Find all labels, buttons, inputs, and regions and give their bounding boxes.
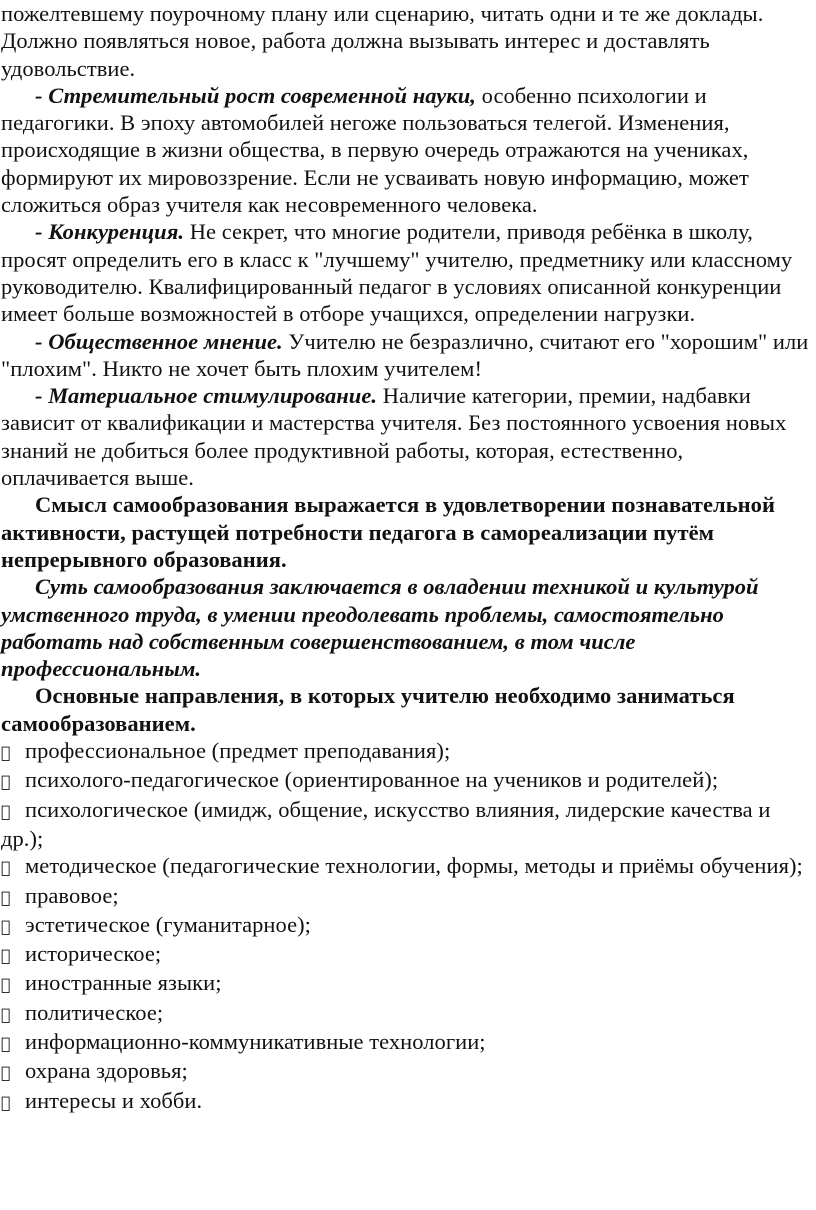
bullet-icon [1,854,25,881]
competition-dash: - [35,219,49,245]
competition-heading: Конкуренция. [48,219,185,245]
directions-heading: Основные направления, в которых учителю необходимо заниматься самообразованием. [1,683,735,736]
science-paragraph [1,82,814,218]
bullet-icon [1,739,25,766]
list-item-text: психолого-педагогическое (ориентированное на учеников и родителей); [25,765,719,791]
bullet-icon [1,971,25,998]
bullet-icon [1,1089,25,1116]
list-item [1,874,814,911]
bullet-icon [1,768,25,795]
list-item-text: информационно-коммуникативные технологии; [25,1010,486,1036]
science-text: особенно психологии и педагогики. В эпоху автомобилей негоже пользоваться телегой. Изменения, происходящие в жизни общества, в первую очередь отражаются на учениках, формируют их мировоззрение. Если не усваивать новую информацию, может сложиться образ учителя как несовременного человека. [1,82,749,218]
opinion-heading: Общественное мнение. [48,328,283,354]
list-item-text: профессиональное (предмет преподавания); [25,738,451,764]
list-item-text: иностранные языки; [25,956,222,982]
list-item [1,1010,814,1057]
list-item [1,929,814,969]
essence-paragraph: Суть самообразования заключается в овладении техникой и культурой умственного труда, в умении преодолевать проблемы, самостоятельно работать над собственным совершенствованием, в том числе профессиональным. [1,574,759,682]
material-text: Наличие категории, премии, надбавки зависит от квалификации и мастерства учителя. Без постоянного усвоения новых знаний не добиться более продуктивной работы, которая, естественно, оплачивается выше. [1,383,787,491]
material-dash: - [35,383,49,409]
opinion-dash: - [35,328,49,354]
list-item-text: политическое; [25,983,164,1009]
list-item-text: эстетическое (гуманитарное); [25,901,311,927]
meaning-paragraph: Смысл самообразования выражается в удовлетворении познавательной активности, растущей потребности педагога в самореализации путём непрерывного образования. [1,492,775,572]
bullet-icon [1,1059,25,1086]
material-paragraph [1,382,814,491]
bullet-icon [1,798,25,825]
list-item-text: историческое; [25,929,162,955]
list-item [1,901,814,940]
list-item [1,792,814,853]
bullet-icon [1,1001,25,1028]
list-item-text: интересы и хобби. [25,1065,203,1091]
list-item [1,737,814,766]
opinion-text: Учителю не безразлично, считают его "хорошим" или "плохим". Никто не хочет быть плохим учителем! [1,328,809,381]
science-heading: Стремительный рост современной науки, [48,82,476,108]
list-item-text: охрана здоровья; [25,1038,188,1064]
list-item [1,1038,814,1086]
list-item [1,766,814,795]
opinion-paragraph [1,328,814,383]
intro-paragraph: пожелтевшему поурочному плану или сценарию, читать одни и те же доклады. Должно появляться новое, работа должна вызывать интерес и доставлять удовольствие. [1,1,764,81]
bullet-icon [1,1030,25,1057]
bullet-icon [1,884,25,911]
list-item-text: правовое; [25,874,119,900]
competition-text: Не секрет, что многие родители, приводя ребёнка в школу, просят определить его в класс к "лучшему" учителю, предметнику или классному руководителю. Квалифицированный педагог в условиях описанной конкуренции имеет больше возможностей в отборе учащихся, определении нагрузки. [1,219,793,327]
bullet-icon [1,942,25,969]
directions-list [1,737,814,1116]
list-item [1,847,814,881]
competition-paragraph [1,218,814,327]
list-item [1,956,814,998]
list-item [1,983,814,1028]
science-dash: - [35,82,49,108]
material-heading: Материальное стимулирование. [48,383,378,409]
bullet-icon [1,913,25,940]
list-item-text: методическое (педагогические технологии, формы, методы и приёмы обучения); [25,847,803,873]
list-item [1,1065,814,1116]
list-item-text: психологическое (имидж, общение, искусство влияния, лидерские качества и др.); [1,792,771,845]
